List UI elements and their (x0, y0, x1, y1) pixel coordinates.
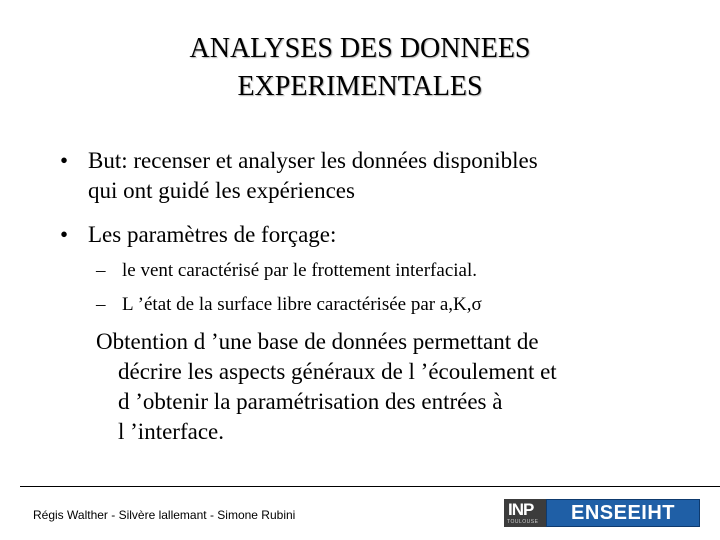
conclusion-line-4: l ’interface. (118, 419, 224, 444)
sub-bullet-dash: – (96, 294, 106, 315)
inp-logo-block (504, 499, 546, 527)
sub-bullet-surface-text: L ’état de la surface libre caractérisée par a,K,σ (122, 294, 482, 315)
conclusion-line-2: décrire les aspects généraux de l ’écoulement et (118, 359, 557, 384)
conclusion-paragraph (96, 327, 557, 447)
bullet-dot: • (60, 148, 69, 173)
inp-logo-text: INP (508, 500, 534, 519)
bullet-forcing-text: Les paramètres de forçage: (88, 222, 337, 247)
enseeiht-logo-text: ENSEEIHT (546, 499, 700, 527)
bullet-goal-text (88, 146, 538, 206)
title-line-1: ANALYSES DES DONNEES (189, 33, 531, 64)
inp-enseeiht-logo (504, 499, 700, 527)
conclusion-line-1: Obtention d ’une base de données permettant de (96, 329, 539, 354)
bullet-dot: • (60, 222, 69, 247)
sub-bullet-wind-text: le vent caractérisé par le frottement interfacial. (122, 260, 477, 281)
title-line-2: EXPERIMENTALES (237, 71, 483, 102)
inp-toulouse-text: TOULOUSE (507, 519, 539, 525)
footer-authors: Régis Walther - Silvère lallemant - Simone Rubini (33, 508, 296, 522)
bullet-goal-line-1: But: recenser et analyser les données disponibles (88, 148, 538, 173)
footer-divider (20, 486, 720, 487)
bullet-goal-line-2: qui ont guidé les expériences (88, 178, 355, 203)
slide-title (0, 30, 720, 106)
conclusion-line-3: d ’obtenir la paramétrisation des entrées à (118, 389, 503, 414)
sub-bullet-dash: – (96, 260, 106, 281)
